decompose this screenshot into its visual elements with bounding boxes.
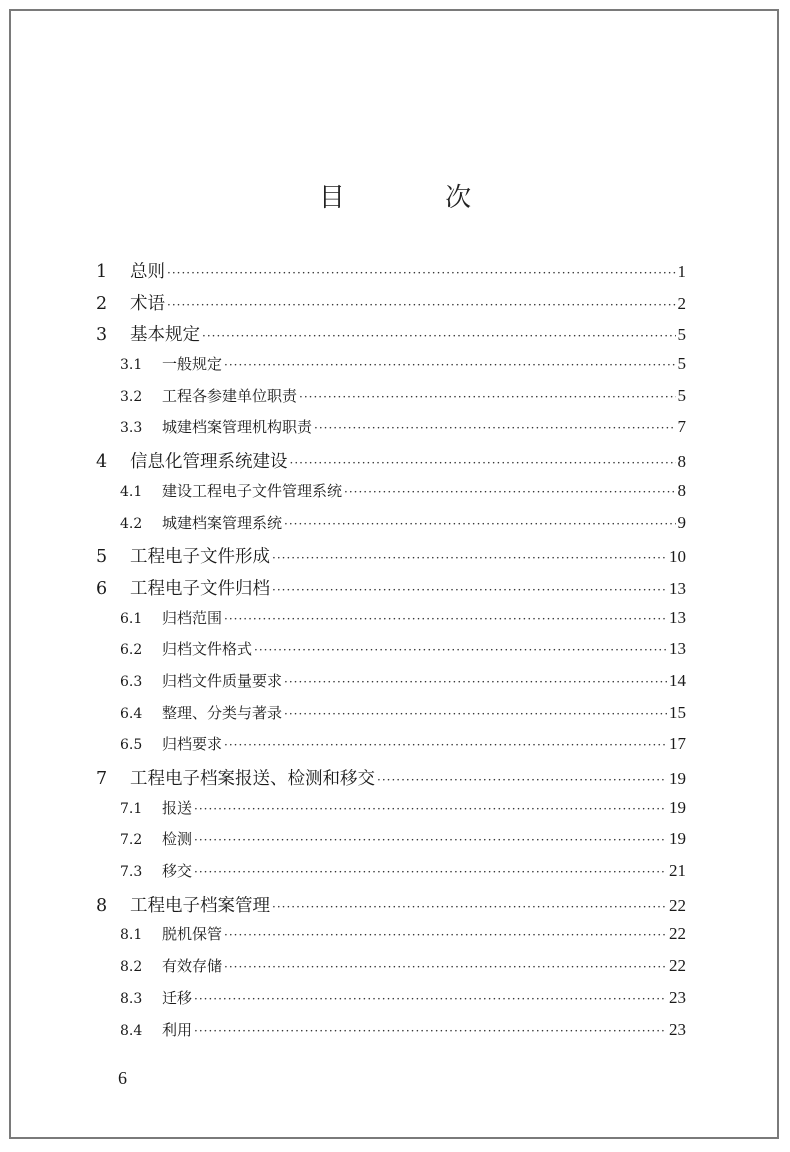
toc-dot-leader	[167, 298, 676, 312]
toc-section-entry[interactable]	[96, 1019, 686, 1051]
toc-chapter-entry[interactable]	[96, 258, 686, 290]
toc-dot-leader	[202, 329, 676, 343]
toc-entry-page: 22	[669, 956, 686, 976]
toc-dot-leader	[194, 833, 667, 847]
toc-section-entry[interactable]	[96, 480, 686, 512]
toc-entry-page: 8	[677, 480, 686, 500]
toc-entry-number: 1	[96, 262, 108, 282]
toc-chapter-entry[interactable]	[96, 543, 686, 575]
toc-section-entry[interactable]	[96, 638, 686, 670]
toc-entry-title: 一般规定	[162, 355, 223, 374]
toc-entry-number: 8.2	[120, 959, 143, 976]
toc-entry-number: 5	[96, 547, 108, 568]
toc-entry-number: 6.5	[120, 737, 143, 754]
toc-entry-title: 城建档案管理机构职责	[162, 418, 313, 437]
toc-dot-leader	[284, 517, 675, 531]
toc-entry-number: 6.1	[120, 610, 143, 627]
toc-chapter-entry[interactable]	[96, 290, 686, 322]
toc-section-entry[interactable]	[96, 353, 686, 385]
toc-dot-leader	[224, 928, 667, 942]
toc-section-entry[interactable]	[96, 797, 686, 829]
toc-entry-title: 报送	[162, 798, 193, 817]
toc-entry-title: 脱机保管	[162, 925, 223, 944]
toc-entry-number: 8.3	[120, 990, 143, 1007]
toc-entry-page: 13	[669, 578, 686, 598]
toc-entry-page: 13	[669, 607, 686, 627]
toc-entry-number: 4.2	[120, 515, 143, 532]
page-title: 目 次	[318, 183, 518, 213]
toc-entry-title: 工程电子文件形成	[130, 547, 270, 568]
toc-entry-page: 5	[677, 385, 686, 405]
toc-entry-number: 8.4	[120, 1022, 143, 1039]
toc-entry-page: 14	[669, 670, 686, 690]
toc-entry-page: 5	[677, 325, 686, 345]
toc-entry-title: 建设工程电子文件管理系统	[162, 481, 343, 500]
toc-entry-title: 基本规定	[130, 325, 200, 346]
toc-entry-title: 整理、分类与著录	[162, 703, 283, 722]
toc-entry-page: 5	[677, 354, 686, 374]
toc-dot-leader	[254, 643, 667, 657]
toc-entry-page: 21	[669, 861, 686, 881]
toc-section-entry[interactable]	[96, 955, 686, 987]
toc-chapter-entry[interactable]	[96, 765, 686, 797]
toc-dot-leader	[299, 390, 675, 404]
toc-dot-leader	[194, 1024, 667, 1038]
toc-entry-title: 信息化管理系统建设	[130, 452, 288, 473]
toc-section-entry[interactable]	[96, 923, 686, 955]
toc-entry-number: 3.2	[120, 388, 143, 405]
toc-dot-leader	[344, 485, 675, 499]
toc-entry-title: 工程各参建单位职责	[162, 386, 298, 405]
toc-entry-number: 3	[96, 325, 108, 346]
toc-section-entry[interactable]	[96, 416, 686, 448]
toc-entry-title: 工程电子档案管理	[130, 895, 270, 916]
toc-entry-title: 迁移	[162, 988, 193, 1007]
toc-chapter-entry[interactable]	[96, 575, 686, 607]
toc-dot-leader	[224, 612, 667, 626]
toc-dot-leader	[377, 773, 667, 787]
toc-section-entry[interactable]	[96, 828, 686, 860]
toc-section-entry[interactable]	[96, 860, 686, 892]
toc-entry-title: 有效存储	[162, 957, 223, 976]
toc-entry-title: 归档范围	[162, 608, 223, 627]
page-number: 6	[118, 1068, 127, 1088]
toc-dot-leader	[194, 992, 667, 1006]
toc-entry-number: 6.3	[120, 673, 143, 690]
toc-entry-page: 19	[669, 769, 686, 788]
toc-entry-page: 9	[677, 512, 686, 532]
toc-dot-leader	[290, 456, 676, 470]
toc-entry-page: 17	[669, 734, 686, 754]
toc-entry-title: 移交	[162, 862, 193, 881]
toc-dot-leader	[224, 738, 667, 752]
toc-entry-number: 6.4	[120, 705, 143, 722]
toc-entry-page: 7	[677, 417, 686, 437]
toc-entry-page: 22	[669, 895, 686, 915]
toc-entry-number: 7.2	[120, 832, 143, 849]
toc-entry-number: 6.2	[120, 642, 143, 659]
toc-entry-title: 检测	[162, 830, 193, 849]
toc-entry-number: 7	[96, 769, 108, 789]
toc-entry-number: 7.1	[120, 800, 143, 817]
toc-dot-leader	[272, 583, 667, 597]
toc-entry-title: 归档要求	[162, 735, 223, 754]
toc-entry-title: 术语	[130, 293, 165, 314]
toc-dot-leader	[272, 900, 667, 914]
toc-chapter-entry[interactable]	[96, 448, 686, 480]
toc-entry-page: 19	[669, 797, 686, 817]
toc-dot-leader	[284, 707, 667, 721]
toc-dot-leader	[272, 551, 667, 565]
toc-section-entry[interactable]	[96, 702, 686, 734]
toc-entry-page: 8	[677, 452, 686, 472]
toc-entry-page: 23	[669, 1019, 686, 1039]
toc-entry-page: 23	[669, 987, 686, 1007]
toc-entry-page: 22	[669, 924, 686, 944]
toc-dot-leader	[314, 421, 675, 435]
toc-dot-leader	[224, 960, 667, 974]
toc-entry-number: 4	[96, 452, 108, 473]
toc-entry-page: 13	[669, 639, 686, 659]
toc-entry-page: 15	[669, 702, 686, 722]
toc-entry-number: 8	[96, 895, 108, 916]
toc-entry-page: 10	[669, 547, 686, 567]
toc-entry-title: 工程电子档案报送、检测和移交	[130, 769, 375, 789]
toc-entry-number: 3.3	[120, 420, 143, 437]
toc-entry-number: 4.1	[120, 483, 143, 500]
toc-section-entry[interactable]	[96, 670, 686, 702]
toc-entry-title: 工程电子文件归档	[130, 578, 270, 599]
toc-entry-number: 8.1	[120, 927, 143, 944]
table-of-contents	[96, 258, 686, 1050]
toc-entry-page: 1	[677, 262, 686, 281]
toc-entry-number: 2	[96, 293, 108, 314]
toc-entry-title: 归档文件质量要求	[162, 671, 283, 690]
toc-section-entry[interactable]	[96, 987, 686, 1019]
toc-entry-number: 6	[96, 578, 108, 599]
toc-entry-title: 总则	[130, 262, 165, 282]
toc-section-entry[interactable]	[96, 607, 686, 639]
toc-dot-leader	[224, 358, 675, 372]
toc-entry-title: 城建档案管理系统	[162, 513, 283, 532]
toc-section-entry[interactable]	[96, 385, 686, 417]
toc-entry-title: 利用	[162, 1020, 193, 1039]
toc-entry-page: 19	[669, 829, 686, 849]
toc-dot-leader	[167, 266, 676, 280]
toc-entry-title: 归档文件格式	[162, 640, 253, 659]
toc-dot-leader	[194, 865, 667, 879]
toc-entry-number: 3.1	[120, 357, 143, 374]
toc-chapter-entry[interactable]	[96, 892, 686, 924]
toc-section-entry[interactable]	[96, 733, 686, 765]
toc-chapter-entry[interactable]	[96, 321, 686, 353]
toc-section-entry[interactable]	[96, 512, 686, 544]
toc-dot-leader	[284, 675, 667, 689]
toc-entry-page: 2	[677, 293, 686, 313]
toc-entry-number: 7.3	[120, 864, 143, 881]
toc-dot-leader	[194, 802, 667, 816]
